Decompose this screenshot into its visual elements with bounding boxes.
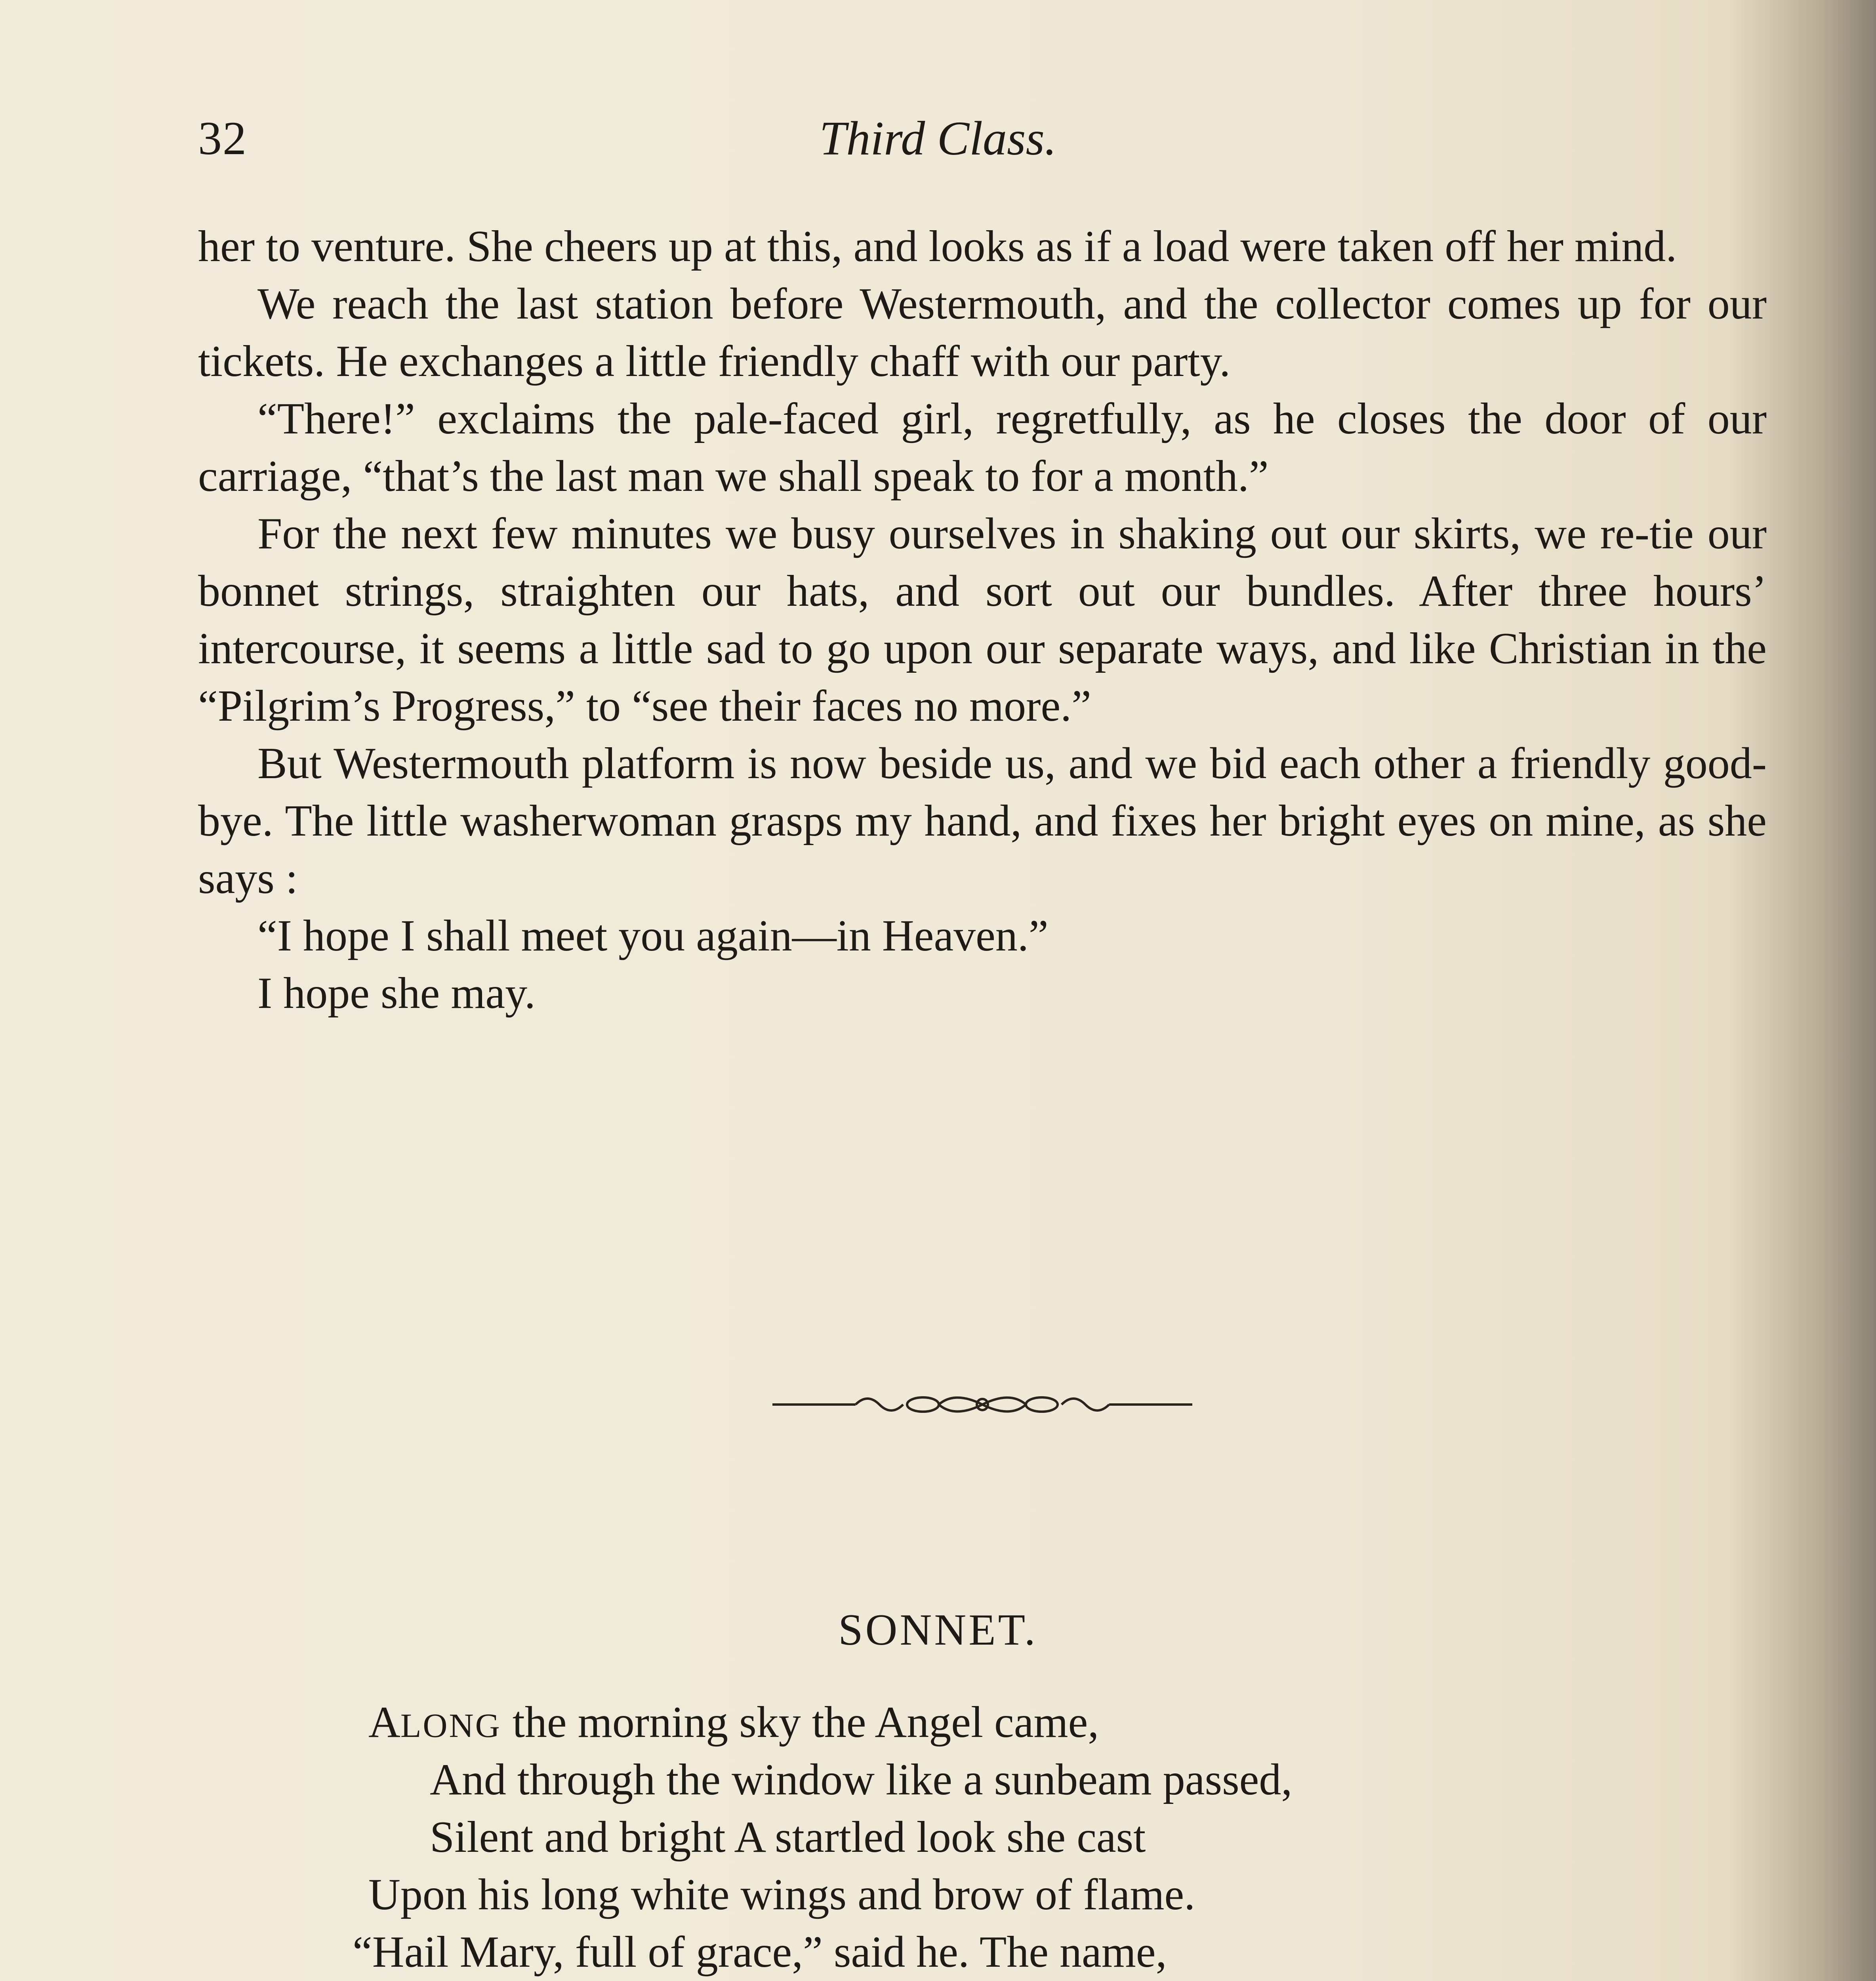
paragraph: For the next few minutes we busy ourselves in shaking out our skirts, we re-tie our bonnet strings, straighten our hats, and sort out our bundles. After three hours’ intercourse, it seems a little sad to go upon our separate ways, and like Christian in the “Pilgrim’s Progress,” to “see their faces no more.” [198, 509, 1767, 731]
paragraph: I hope she may. [257, 969, 536, 1018]
paragraph: her to venture. She cheers up at this, and looks as if a load were taken off her mind. [198, 222, 1677, 271]
page-number: 32 [198, 112, 247, 164]
running-title: Third Class. [819, 112, 1057, 165]
page-header [0, 111, 1876, 174]
small-caps-word: LONG [400, 1706, 501, 1744]
prose-body [198, 218, 1767, 1022]
paragraph: We reach the last station before Westermouth, and the collector comes up for our tickets. He exchanges a little friendly chaff with our party. [198, 279, 1767, 386]
sonnet-line: Upon his long white wings and brow of flame. [368, 1870, 1195, 1919]
sonnet-line-1 [368, 1694, 1099, 1754]
floral-ornament-icon [765, 1389, 1200, 1420]
paragraph: “I hope I shall meet you again—in Heaven.” [257, 911, 1049, 960]
drop-initial: A [368, 1698, 400, 1747]
paragraph: “There!” exclaims the pale-faced girl, regretfully, as he closes the door of our carriage, “that’s the last man we shall speak to for a month.” [198, 394, 1767, 501]
sonnet-line: Silent and bright A startled look she cast [430, 1813, 1146, 1862]
line-text: the morning sky the Angel came, [501, 1698, 1099, 1747]
sonnet-title: SONNET. [838, 1605, 1038, 1655]
sonnet-line: And through the window like a sunbeam passed, [430, 1755, 1293, 1804]
sonnet-line: “Hail Mary, full of grace,” said he. The name, [353, 1928, 1167, 1977]
paragraph: But Westermouth platform is now beside us, and we bid each other a friendly good-bye. The little washerwoman grasps my hand, and fixes her bright eyes on mine, as she says : [198, 739, 1767, 903]
